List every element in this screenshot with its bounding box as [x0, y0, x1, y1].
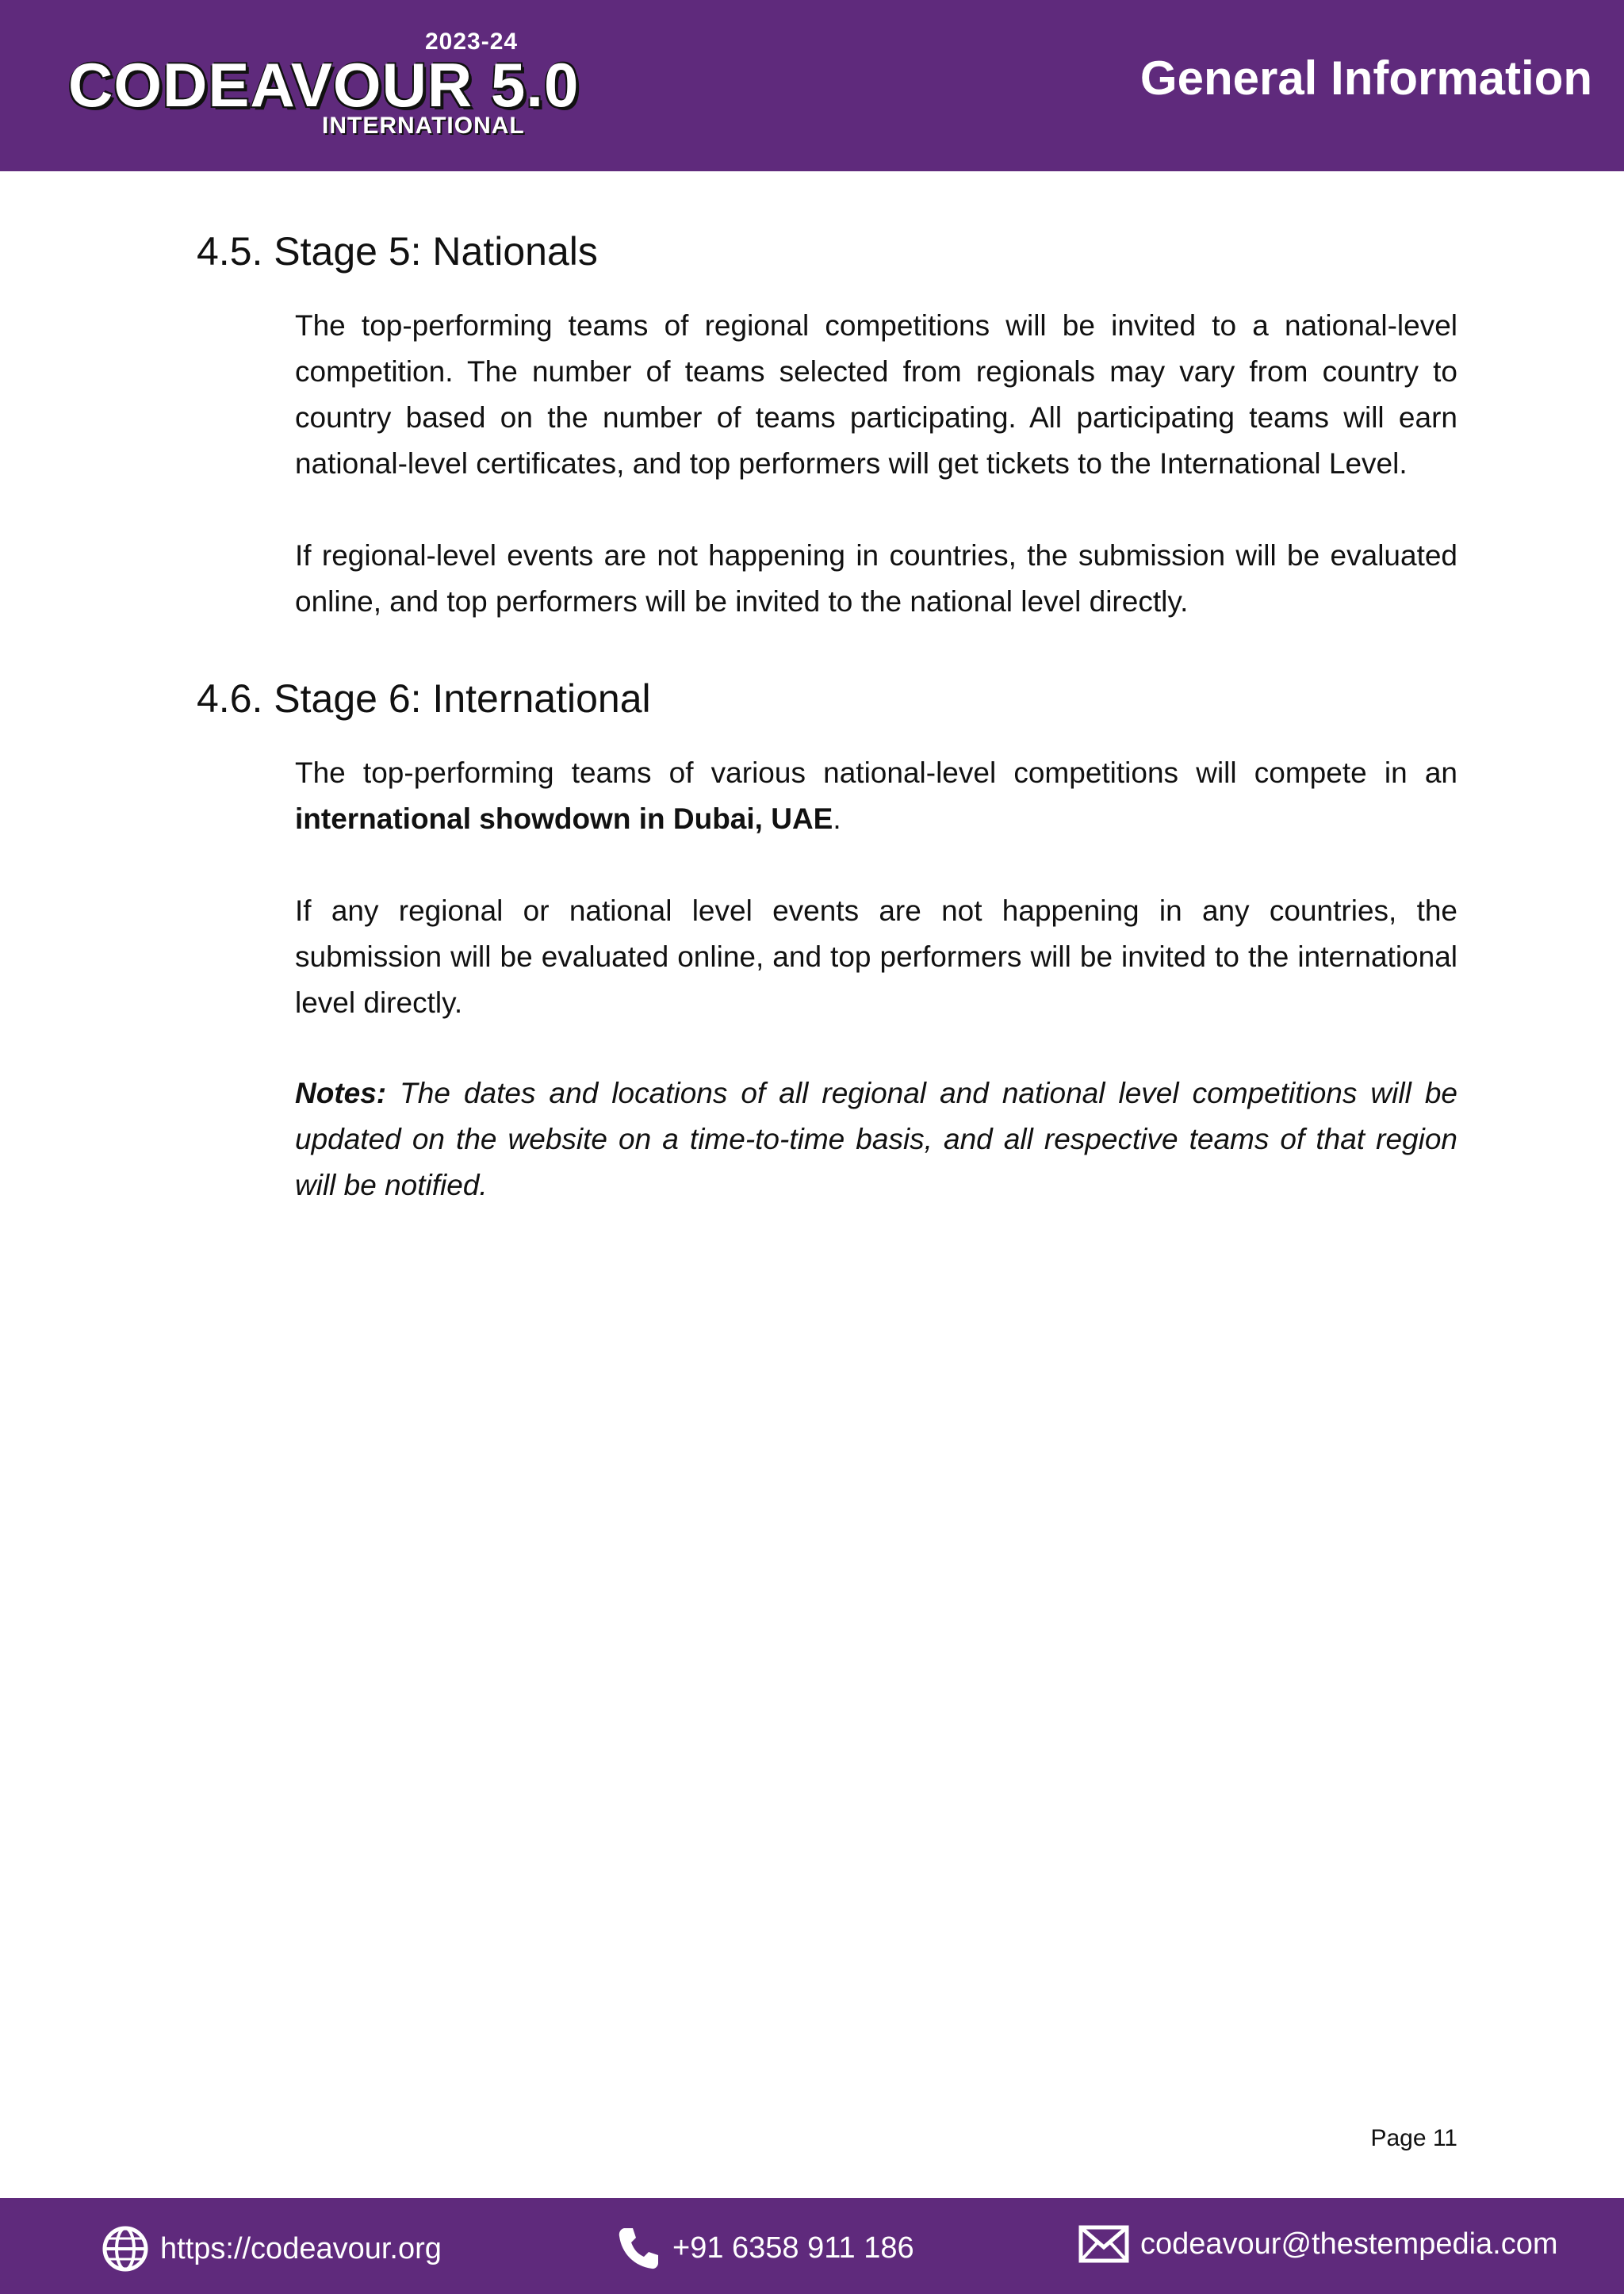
email-address[interactable]: codeavour@thestempedia.com	[1140, 2227, 1558, 2261]
footer-phone[interactable]	[617, 2225, 914, 2271]
notes-text: The dates and locations of all regional and national level competitions will be updated on the website on a time-to-time basis, and all respective teams of that region will be notified.	[295, 1077, 1457, 1201]
header-title: General Information	[1139, 52, 1592, 105]
international-paragraph-2: If any regional or national level events are not happening in any countries, the submission will be evaluated online, and top performers will be invited to the international level directly.	[295, 894, 1457, 1019]
footer-website[interactable]	[102, 2225, 442, 2273]
page-footer	[0, 2198, 1624, 2294]
page-number: Page 11	[1370, 2125, 1457, 2151]
nationals-paragraph-1: The top-performing teams of regional competitions will be invited to a national-level competition. The number of teams selected from regionals may vary from country to country based on the number of teams participating. All participating teams will earn national-level certificates, and top performers will get tickets to the International Level.	[295, 309, 1457, 480]
codeavour-logo	[68, 27, 580, 146]
phone-icon	[617, 2225, 661, 2271]
notes-paragraph	[295, 1070, 1457, 1208]
page-header	[0, 0, 1624, 171]
logo-year: 2023-24	[425, 29, 519, 55]
international-paragraph-1-start: The top-performing teams of various national-level competitions will compete in an	[295, 756, 1457, 789]
phone-number[interactable]: +91 6358 911 186	[672, 2231, 914, 2265]
mail-icon	[1078, 2225, 1129, 2263]
international-paragraph-1	[295, 750, 1457, 842]
globe-icon	[102, 2225, 149, 2273]
nationals-paragraph-2: If regional-level events are not happening in countries, the submission will be evaluated online, and top performers will be invited to the national level directly.	[295, 539, 1457, 618]
website-link[interactable]: https://codeavour.org	[160, 2231, 442, 2265]
logo-wordmark: CODEAVOUR 5.0	[68, 50, 580, 120]
section-heading-international: 4.6. Stage 6: International	[197, 676, 651, 721]
section-heading-nationals: 4.5. Stage 5: Nationals	[197, 229, 598, 274]
notes-label: Notes:	[295, 1077, 387, 1109]
logo-subtitle: INTERNATIONAL	[322, 113, 525, 139]
international-paragraph-1-end: .	[833, 802, 841, 835]
footer-email[interactable]	[1078, 2225, 1558, 2263]
international-showdown-emphasis: international showdown in Dubai, UAE	[295, 802, 833, 835]
